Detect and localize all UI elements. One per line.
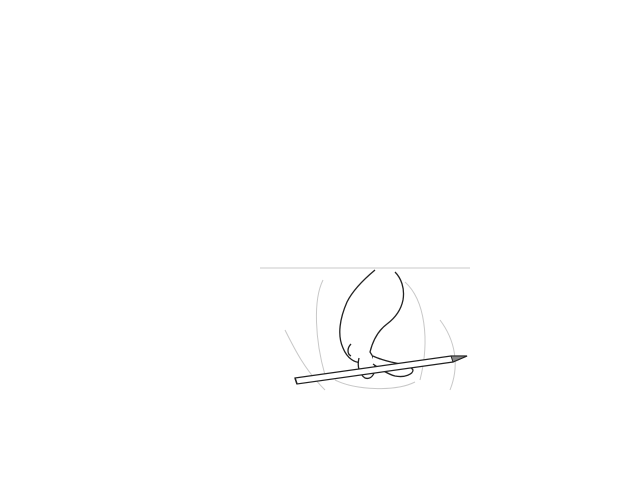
hand-pencil-illustration (255, 240, 485, 410)
pencil-border-left (0, 0, 80, 480)
hand-drawing (340, 270, 413, 378)
text-content (74, 88, 615, 92)
pencil-border-top (0, 0, 640, 90)
